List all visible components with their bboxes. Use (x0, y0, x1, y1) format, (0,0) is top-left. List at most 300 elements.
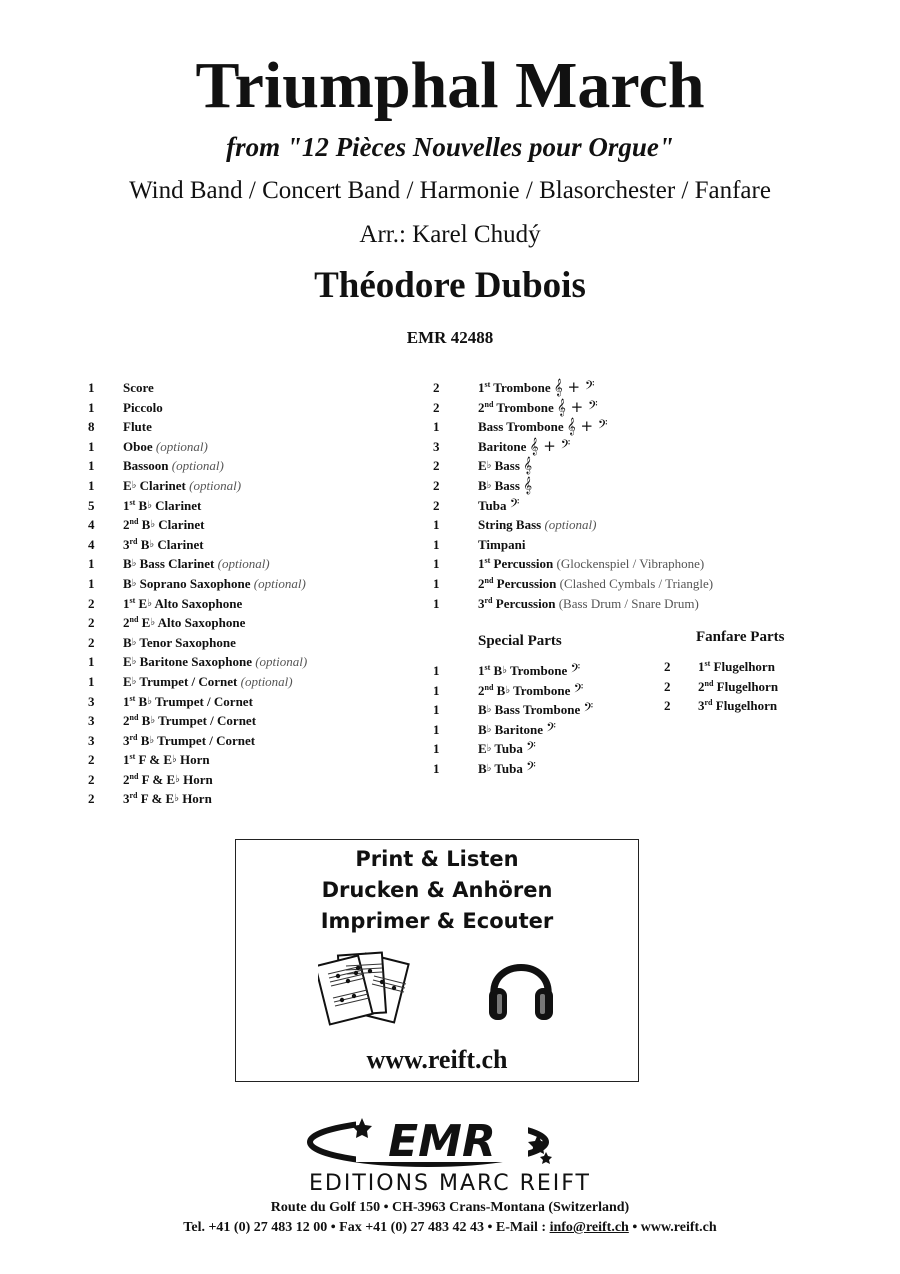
part-label: Trombone (496, 399, 554, 415)
part-row (433, 515, 713, 535)
part-quantity: 1 (433, 760, 440, 776)
flat-sign: ♭ (147, 695, 152, 707)
part-ordinal-suffix: nd (129, 517, 139, 527)
part-row (88, 378, 307, 398)
part-label: F & E (140, 791, 175, 807)
part-key: B (123, 575, 132, 591)
part-quantity: 1 (88, 477, 95, 493)
part-ordinal-suffix: st (704, 659, 711, 668)
part-name (478, 476, 532, 496)
part-label: Trombone (513, 682, 571, 698)
part-name (478, 378, 594, 398)
part-name (478, 417, 607, 437)
part-row (88, 398, 307, 418)
part-ordinal-suffix: st (484, 380, 491, 389)
part-ordinal-suffix: st (129, 497, 136, 507)
part-quantity: 1 (88, 556, 95, 572)
part-ordinal: 3 (478, 595, 485, 611)
subtitle: from "12 Pièces Nouvelles pour Orgue" (226, 132, 674, 162)
part-row (88, 476, 307, 496)
part-label-suffix: Horn (182, 791, 212, 807)
part-label: String Bass (478, 517, 542, 533)
part-quantity: 8 (88, 419, 95, 435)
part-ordinal-suffix: nd (129, 713, 139, 723)
clef-icon: 𝄞 (523, 456, 533, 475)
part-name (123, 633, 236, 653)
part-label: Bassoon (123, 458, 169, 474)
flat-sign: ♭ (131, 558, 137, 570)
part-quantity: 1 (433, 682, 440, 698)
part-row (433, 456, 713, 476)
part-name (123, 672, 293, 692)
clef-icon: 𝄞 + 𝄢 (529, 436, 571, 455)
part-name (123, 594, 242, 614)
part-quantity: 3 (88, 713, 95, 729)
part-ordinal-suffix: nd (484, 682, 494, 692)
part-quantity: 4 (88, 517, 95, 533)
part-row (433, 681, 593, 701)
flat-sign: ♭ (131, 656, 137, 668)
part-label: Bass (494, 458, 520, 474)
email-link[interactable]: info@reift.ch (549, 1220, 629, 1235)
publisher-name: EDITIONS MARC REIFT (309, 1171, 591, 1196)
part-ordinal: 1 (123, 595, 130, 611)
part-row (433, 720, 593, 740)
part-ordinal: 1 (698, 659, 705, 674)
part-ordinal: 2 (123, 615, 130, 631)
clef-icon: 𝄢 (570, 661, 581, 679)
part-name (123, 535, 204, 555)
part-label: Trumpet / Cornet (154, 693, 253, 709)
part-label-suffix: Horn (179, 752, 210, 768)
part-row (88, 437, 307, 457)
part-ordinal: 1 (478, 556, 485, 572)
part-row (88, 417, 307, 437)
part-ordinal-suffix: rd (704, 698, 713, 708)
part-row (88, 750, 307, 770)
part-label: Soprano Saxophone (139, 575, 251, 591)
part-label: Alto Saxophone (157, 615, 246, 631)
part-name (123, 398, 163, 418)
part-quantity: 1 (88, 438, 95, 454)
flat-sign: ♭ (486, 704, 492, 716)
part-label: Clarinet (139, 477, 186, 493)
part-label: Baritone (478, 438, 527, 454)
part-row (433, 759, 593, 779)
part-label: Trombone (509, 663, 568, 678)
part-row (433, 594, 713, 614)
part-label: Tuba (494, 760, 523, 776)
part-name (478, 496, 519, 516)
part-key: B (478, 721, 487, 737)
part-name (478, 554, 704, 574)
part-label: Clarinet (155, 497, 202, 513)
part-key: B (140, 536, 150, 552)
part-quantity: 1 (433, 536, 440, 552)
part-optional-note: (optional) (155, 438, 208, 454)
part-quantity: 2 (433, 477, 440, 493)
part-ordinal: 3 (123, 791, 130, 807)
part-optional-note: (optional) (240, 673, 293, 689)
clef-icon: 𝄞 + 𝄢 (566, 417, 608, 436)
part-label: Bass Clarinet (139, 556, 215, 572)
part-quantity: 2 (433, 380, 440, 395)
part-label: Trumpet / Cornet (158, 713, 257, 729)
part-name (123, 692, 253, 712)
part-key: B (141, 713, 151, 729)
clef-icon: 𝄢 (526, 739, 536, 758)
part-label: Score (123, 380, 154, 395)
special-parts-heading: Special Parts (478, 633, 562, 649)
part-ordinal-suffix: nd (484, 575, 494, 585)
part-name (123, 711, 256, 731)
part-key: B (141, 517, 151, 533)
part-label: Baritone Saxophone (139, 654, 252, 670)
part-ordinal: 1 (123, 693, 130, 709)
part-ordinal: 2 (123, 517, 130, 533)
part-name (123, 417, 152, 437)
contact-phone-fax: Tel. +41 (0) 27 483 12 00 • Fax +41 (0) 27 483 42 43 • E-Mail : (183, 1220, 550, 1235)
part-quantity: 2 (88, 791, 95, 807)
part-row (88, 613, 307, 633)
part-name (478, 456, 532, 476)
part-key: E (478, 741, 487, 757)
part-name (478, 437, 570, 457)
clef-icon: 𝄢 (526, 758, 536, 777)
part-ordinal: 1 (478, 380, 485, 395)
part-row (88, 711, 307, 731)
flat-sign: ♭ (131, 577, 137, 589)
part-quantity: 2 (88, 771, 95, 787)
part-name (123, 456, 224, 476)
part-name (123, 515, 205, 535)
part-label: Clarinet (158, 517, 205, 533)
part-label: Oboe (123, 438, 153, 454)
part-name (478, 574, 713, 594)
part-row (88, 456, 307, 476)
part-quantity: 1 (433, 556, 440, 572)
part-key: B (123, 634, 132, 650)
flat-sign: ♭ (486, 479, 492, 491)
part-row (433, 437, 713, 457)
part-key: E (123, 673, 132, 689)
part-label: Percussion (495, 595, 556, 611)
part-quantity: 1 (433, 419, 440, 435)
part-name (478, 594, 699, 614)
part-row (88, 496, 307, 516)
flat-sign: ♭ (150, 519, 156, 531)
part-name (123, 437, 208, 457)
part-name (478, 739, 536, 759)
part-ordinal: 1 (123, 497, 130, 513)
part-quantity: 1 (88, 399, 95, 415)
part-name (123, 652, 307, 672)
flat-sign: ♭ (486, 723, 492, 735)
fanfare-parts-heading: Fanfare Parts (696, 629, 785, 645)
part-quantity: 2 (88, 595, 95, 611)
part-quantity: 2 (433, 399, 440, 415)
part-label: Clarinet (157, 536, 204, 552)
flat-sign: ♭ (150, 617, 156, 629)
part-row (88, 672, 307, 692)
part-label: Tuba (478, 497, 507, 513)
part-name (123, 613, 245, 633)
flat-sign: ♭ (150, 715, 156, 727)
part-label: F & E (141, 771, 176, 787)
part-label: Alto Saxophone (154, 595, 243, 611)
parts-list-column-2 (433, 378, 713, 613)
special-parts-list (433, 661, 593, 779)
clef-icon: 𝄞 + 𝄢 (553, 378, 595, 396)
part-instrument-note: (Glockenspiel / Vibraphone) (556, 556, 705, 572)
part-label: Flugelhorn (713, 659, 775, 674)
flat-sign: ♭ (486, 743, 492, 755)
part-ordinal-suffix: st (484, 663, 491, 672)
page-title: Triumphal March (195, 49, 705, 122)
flat-sign: ♭ (131, 675, 137, 687)
part-ordinal: 2 (123, 713, 130, 729)
part-name (478, 398, 598, 418)
part-row (88, 770, 307, 790)
part-name (123, 731, 255, 751)
part-label: F & E (138, 752, 172, 768)
sheet-music-icon (318, 946, 428, 1036)
part-row (664, 696, 778, 716)
part-row (88, 574, 307, 594)
part-ordinal: 2 (123, 771, 130, 787)
part-key: B (140, 732, 150, 748)
flat-sign: ♭ (174, 793, 179, 805)
part-quantity: 1 (433, 595, 440, 611)
part-quantity: 2 (88, 615, 95, 631)
part-name (123, 496, 201, 516)
part-key: E (123, 477, 132, 493)
part-row (433, 661, 593, 681)
flat-sign: ♭ (486, 460, 492, 472)
clef-icon: 𝄞 (523, 475, 533, 494)
part-row (433, 496, 713, 516)
part-key: B (478, 760, 487, 776)
part-name (478, 661, 580, 681)
part-label: Bass (494, 477, 520, 493)
part-quantity: 1 (88, 654, 95, 670)
print-listen-line-en: Print & Listen (355, 847, 519, 871)
part-row (88, 515, 307, 535)
part-name (478, 700, 593, 720)
part-key: B (496, 682, 506, 698)
part-label: Percussion (493, 556, 554, 572)
part-quantity: 1 (88, 673, 95, 689)
print-listen-line-de: Drucken & Anhören (321, 878, 553, 902)
part-quantity: 3 (88, 693, 95, 709)
part-label: Flugelhorn (715, 698, 778, 714)
flat-sign: ♭ (486, 762, 492, 774)
part-ordinal: 2 (478, 399, 485, 415)
part-row (433, 700, 593, 720)
part-label: Tenor Saxophone (139, 634, 236, 650)
part-row (664, 657, 778, 677)
part-ordinal-suffix: st (129, 752, 136, 762)
part-quantity: 2 (664, 698, 671, 714)
part-name (478, 720, 556, 740)
part-quantity: 2 (664, 678, 671, 694)
part-instrument-note: (Bass Drum / Snare Drum) (558, 595, 699, 611)
part-label: Piccolo (123, 399, 163, 415)
part-instrument-note: (Clashed Cymbals / Triangle) (559, 575, 714, 591)
part-ordinal-suffix: rd (129, 536, 138, 546)
part-row (88, 789, 307, 809)
fanfare-parts-list (664, 657, 778, 716)
flat-sign: ♭ (131, 636, 137, 648)
part-name (123, 476, 241, 496)
part-name (478, 515, 596, 535)
part-quantity: 1 (433, 663, 440, 678)
flat-sign: ♭ (131, 479, 137, 491)
part-quantity: 2 (88, 752, 95, 768)
emr-logo (300, 1108, 600, 1170)
part-quantity: 5 (88, 497, 95, 513)
print-listen-line-fr: Imprimer & Ecouter (320, 909, 554, 933)
emr-logo-text: EMR (388, 1116, 496, 1167)
part-label: Percussion (496, 575, 557, 591)
part-row (433, 378, 713, 398)
part-row (88, 554, 307, 574)
part-label: Timpani (478, 536, 526, 552)
part-label: Tuba (494, 741, 523, 757)
part-label: Flute (123, 419, 152, 435)
part-quantity: 1 (88, 575, 95, 591)
part-row (433, 739, 593, 759)
part-label: Bass Trombone (478, 419, 564, 435)
part-key: B (493, 663, 503, 678)
part-row (88, 535, 307, 555)
part-name (123, 378, 154, 398)
clef-icon: 𝄞 + 𝄢 (556, 397, 598, 416)
part-ordinal: 3 (698, 698, 705, 714)
part-name (478, 535, 525, 555)
part-ordinal: 2 (478, 575, 485, 591)
part-label: Trumpet / Cornet (139, 673, 238, 689)
part-name (123, 750, 210, 770)
clef-icon: 𝄢 (509, 495, 520, 514)
part-ordinal: 1 (478, 663, 485, 678)
part-name (123, 574, 306, 594)
part-key: B (478, 477, 487, 493)
part-optional-note: (optional) (171, 458, 224, 474)
part-row (88, 594, 307, 614)
part-ordinal: 3 (123, 536, 130, 552)
part-label: Bass Trombone (494, 702, 581, 718)
part-quantity: 1 (433, 741, 440, 757)
part-ordinal-suffix: nd (129, 615, 139, 625)
part-key: B (138, 497, 148, 513)
publisher-address: Route du Golf 150 • CH-3963 Crans-Montana (Switzerland) (270, 1200, 630, 1215)
part-quantity: 3 (88, 732, 95, 748)
part-ordinal: 2 (698, 678, 705, 694)
flat-sign: ♭ (502, 665, 507, 676)
clef-icon: 𝄢 (583, 700, 594, 719)
publisher-contact (0, 1218, 900, 1238)
part-row (88, 633, 307, 653)
part-row (664, 677, 778, 697)
part-row (433, 554, 713, 574)
part-row (88, 731, 307, 751)
part-quantity: 4 (88, 536, 95, 552)
parts-list-column-1 (88, 378, 307, 809)
part-quantity: 1 (433, 517, 440, 533)
part-key: B (478, 702, 487, 718)
flat-sign: ♭ (172, 754, 177, 766)
part-ordinal: 1 (123, 752, 130, 768)
part-name (698, 696, 777, 716)
part-key: E (478, 458, 487, 474)
part-key: B (138, 693, 148, 709)
part-quantity: 1 (433, 721, 440, 737)
website-url[interactable]: www.reift.ch (366, 1045, 508, 1074)
catalog-number: EMR 42488 (406, 328, 494, 347)
part-ordinal-suffix: nd (704, 678, 714, 688)
part-name (698, 677, 778, 697)
part-ordinal-suffix: rd (129, 732, 138, 742)
part-label-suffix: Horn (183, 771, 213, 787)
part-quantity: 2 (664, 659, 671, 674)
part-optional-note: (optional) (255, 654, 308, 670)
part-label: Baritone (494, 721, 544, 737)
part-ordinal-suffix: nd (129, 771, 139, 781)
arranger-line: Arr.: Karel Chudý (359, 221, 541, 248)
print-listen-box (235, 839, 639, 1082)
clef-icon: 𝄢 (546, 719, 556, 738)
part-label: Flugelhorn (716, 678, 779, 694)
part-ordinal-suffix: st (129, 693, 136, 703)
part-quantity: 1 (433, 702, 440, 718)
part-quantity: 1 (88, 458, 95, 474)
part-key: E (138, 595, 148, 611)
part-quantity: 3 (433, 438, 440, 454)
part-name (123, 789, 212, 809)
part-label: Trombone (493, 380, 551, 395)
part-key: E (123, 654, 132, 670)
part-ordinal: 3 (123, 732, 130, 748)
part-ordinal-suffix: st (484, 556, 491, 566)
part-ordinal: 2 (478, 682, 485, 698)
part-row (433, 535, 713, 555)
part-ordinal-suffix: rd (484, 595, 493, 605)
part-optional-note: (optional) (253, 575, 306, 591)
part-row (433, 398, 713, 418)
part-key: B (123, 556, 132, 572)
part-quantity: 1 (88, 380, 95, 395)
flat-sign: ♭ (147, 597, 152, 609)
clef-icon: 𝄢 (573, 680, 584, 699)
flat-sign: ♭ (175, 773, 180, 785)
flat-sign: ♭ (147, 499, 152, 511)
part-name (123, 554, 270, 574)
part-optional-note: (optional) (217, 556, 270, 572)
headphones-icon (486, 946, 556, 1026)
part-name (478, 759, 536, 779)
part-ordinal-suffix: nd (484, 399, 494, 409)
part-quantity: 2 (433, 458, 440, 474)
part-ordinal-suffix: rd (129, 791, 138, 801)
part-row (433, 574, 713, 594)
part-row (433, 417, 713, 437)
part-name (478, 681, 583, 701)
flat-sign: ♭ (149, 734, 155, 746)
part-row (88, 652, 307, 672)
composer-name: Théodore Dubois (314, 265, 586, 306)
ensemble-line: Wind Band / Concert Band / Harmonie / Blasorchester / Fanfare (129, 177, 771, 204)
